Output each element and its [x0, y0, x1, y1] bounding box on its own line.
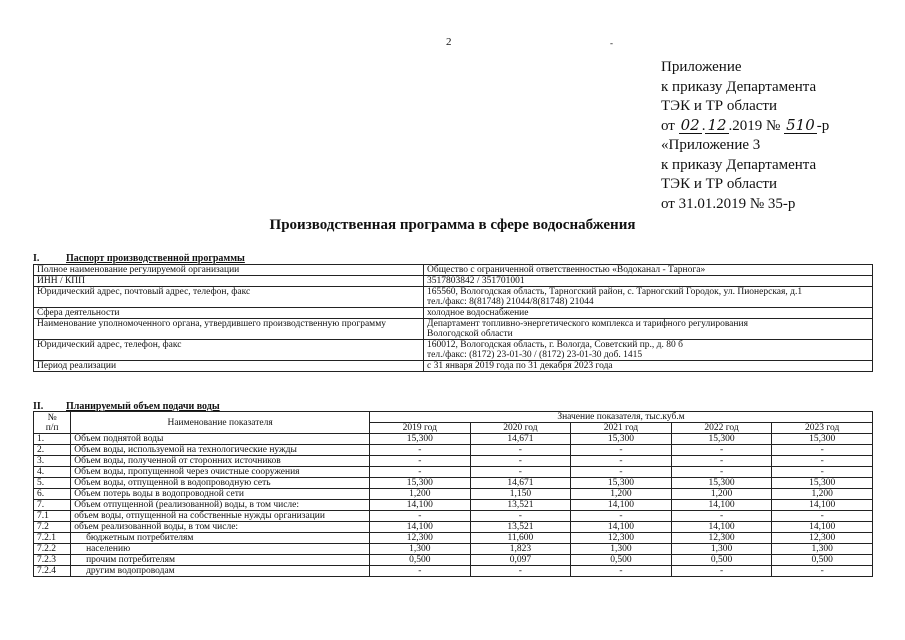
section-label: Паспорт производственной программы: [66, 253, 245, 264]
value-cell: 14,100: [772, 500, 873, 511]
value-cell: 1,300: [671, 544, 772, 555]
passport-value: 3517803842 / 351701001: [424, 276, 873, 287]
value-cell: 1,300: [772, 544, 873, 555]
column-header-name: Наименование показателя: [71, 412, 370, 434]
passport-value: холодное водоснабжение: [424, 308, 873, 319]
section-heading: [33, 253, 245, 264]
order-prefix: от: [661, 117, 675, 134]
value-cell: 14,671: [470, 478, 571, 489]
value-cell: -: [470, 456, 571, 467]
row-number: 1.: [34, 434, 71, 445]
row-number: 5.: [34, 478, 71, 489]
value-cell: 0,500: [772, 555, 873, 566]
table-row: [34, 533, 873, 544]
value-cell: 0,500: [671, 555, 772, 566]
value-cell: 13,521: [470, 500, 571, 511]
passport-key: Период реализации: [34, 361, 424, 372]
value-cell: 0,500: [571, 555, 672, 566]
passport-key: Наименование уполномоченного органа, утвердившего производственную программу: [34, 319, 424, 340]
appendix-line: к приказу Департамента: [661, 156, 817, 173]
column-header-number: № п/п: [34, 412, 71, 434]
value-cell: 14,100: [571, 522, 672, 533]
passport-row: [34, 319, 873, 340]
appendix-order-date: от 02 . 12 .2019 № 510 -р: [661, 115, 830, 134]
row-name: Объем воды, полученной от сторонних источников: [71, 456, 370, 467]
value-cell: -: [571, 467, 672, 478]
value-cell: 12,300: [671, 533, 772, 544]
order-year: .2019 №: [728, 117, 781, 134]
passport-key: Полное наименование регулируемой организации: [34, 265, 424, 276]
row-name: Объем воды, используемой на технологические нужды: [71, 445, 370, 456]
row-number: 7.2.2: [34, 544, 71, 555]
page-number: 2: [446, 36, 452, 48]
value-cell: 15,300: [369, 434, 470, 445]
row-name: Объем потерь воды в водопроводной сети: [71, 489, 370, 500]
passport-row: [34, 276, 873, 287]
row-name: Объем воды, отпущенной в водопроводную сеть: [71, 478, 370, 489]
row-number: 7.1: [34, 511, 71, 522]
value-cell: 12,300: [369, 533, 470, 544]
volume-table: [33, 411, 873, 577]
appendix-line: от 31.01.2019 № 35-р: [661, 195, 796, 212]
passport-row: [34, 340, 873, 361]
passport-row: [34, 265, 873, 276]
value-cell: -: [470, 511, 571, 522]
value-cell: -: [671, 566, 772, 577]
corner-mark: -: [610, 38, 613, 48]
value-cell: 1,300: [369, 544, 470, 555]
row-name: Объем поднятой воды: [71, 434, 370, 445]
value-cell: 14,671: [470, 434, 571, 445]
table-row: [34, 544, 873, 555]
value-cell: 0,500: [369, 555, 470, 566]
year-header: 2023 год: [772, 423, 873, 434]
value-cell: 12,300: [571, 533, 672, 544]
appendix-line: к приказу Департамента: [661, 78, 817, 95]
value-cell: 1,300: [571, 544, 672, 555]
row-name: объем реализованной воды, в том числе:: [71, 522, 370, 533]
row-name: населению: [71, 544, 370, 555]
appendix-line: Приложение: [661, 59, 742, 75]
value-cell: -: [671, 456, 772, 467]
value-cell: -: [772, 511, 873, 522]
document-title: Производственная программа в сфере водоснабжения: [269, 217, 636, 233]
value-cell: -: [369, 467, 470, 478]
passport-row: [34, 361, 873, 372]
passport-value: Департамент топливно-энергетического комплекса и тарифного регулирования Вологодской области: [424, 319, 873, 340]
section-number: I.: [33, 253, 40, 264]
row-name: бюджетным потребителям: [71, 533, 370, 544]
value-cell: -: [470, 566, 571, 577]
appendix-line: «Приложение 3: [661, 137, 761, 153]
appendix-line: ТЭК и ТР области: [661, 98, 777, 114]
table-row: [34, 566, 873, 577]
value-cell: -: [369, 566, 470, 577]
value-cell: 1,823: [470, 544, 571, 555]
passport-value: 160012, Вологодская область, г. Вологда, Советский пр., д. 80 б тел./факс: (8172) 23-01-30 / (8172) 23-01-30 доб. 1415: [424, 340, 873, 361]
value-cell: 1,200: [671, 489, 772, 500]
value-cell: 15,300: [671, 478, 772, 489]
value-cell: -: [671, 467, 772, 478]
value-cell: -: [369, 445, 470, 456]
appendix-block: [661, 58, 829, 214]
passport-row: [34, 287, 873, 308]
passport-table: [33, 264, 873, 372]
passport-key: ИНН / КПП: [34, 276, 424, 287]
handwritten-day: 02: [680, 115, 700, 134]
table-row: [34, 511, 873, 522]
value-cell: 14,100: [369, 500, 470, 511]
passport-key: Сфера деятельности: [34, 308, 424, 319]
value-cell: 14,100: [369, 522, 470, 533]
section-label: Планируемый объем подачи воды: [66, 401, 220, 412]
row-number: 2.: [34, 445, 71, 456]
value-cell: -: [772, 566, 873, 577]
passport-value: 165560, Вологодская область, Тарногский район, с. Тарногский Городок, ул. Пионерская, д.1 тел./факс: 8(81748) 21044/8(81748) 21044: [424, 287, 873, 308]
row-name: прочим потребителям: [71, 555, 370, 566]
value-cell: -: [571, 445, 672, 456]
table-row: [34, 434, 873, 445]
row-name: Объем воды, пропущенной через очистные сооружения: [71, 467, 370, 478]
passport-value: с 31 января 2019 года по 31 декабря 2023 года: [424, 361, 873, 372]
row-name: объем воды, отпущенной на собственные нужды организации: [71, 511, 370, 522]
value-cell: 1,200: [369, 489, 470, 500]
value-cell: 15,300: [772, 434, 873, 445]
order-suffix: -р: [816, 117, 830, 134]
row-number: 3.: [34, 456, 71, 467]
section-number: II.: [33, 401, 44, 412]
value-cell: 1,200: [571, 489, 672, 500]
value-cell: 14,100: [671, 522, 772, 533]
row-number: 6.: [34, 489, 71, 500]
table-row: [34, 456, 873, 467]
column-header-value: Значение показателя, тыс.куб.м: [369, 412, 872, 423]
value-cell: -: [571, 511, 672, 522]
value-cell: 15,300: [772, 478, 873, 489]
passport-row: [34, 308, 873, 319]
value-cell: 14,100: [772, 522, 873, 533]
passport-key: Юридический адрес, телефон, факс: [34, 340, 424, 361]
row-number: 7.2.3: [34, 555, 71, 566]
value-cell: 12,300: [772, 533, 873, 544]
value-cell: -: [369, 511, 470, 522]
row-number: 7.2: [34, 522, 71, 533]
passport-value: Общество с ограниченной ответственностью «Водоканал - Тарнога»: [424, 265, 873, 276]
handwritten-month: 12: [707, 115, 727, 134]
table-row: [34, 467, 873, 478]
value-cell: -: [571, 566, 672, 577]
value-cell: 1,150: [470, 489, 571, 500]
value-cell: 0,097: [470, 555, 571, 566]
row-name: Объем отпущенной (реализованной) воды, в том числе:: [71, 500, 370, 511]
year-header: 2021 год: [571, 423, 672, 434]
table-row: [34, 489, 873, 500]
table-row: [34, 555, 873, 566]
handwritten-number: 510: [786, 115, 815, 134]
year-header: 2019 год: [369, 423, 470, 434]
row-name: другим водопроводам: [71, 566, 370, 577]
value-cell: 14,100: [671, 500, 772, 511]
value-cell: -: [671, 511, 772, 522]
value-cell: -: [470, 445, 571, 456]
year-header: 2020 год: [470, 423, 571, 434]
value-cell: -: [772, 445, 873, 456]
value-cell: 1,200: [772, 489, 873, 500]
row-number: 7.2.4: [34, 566, 71, 577]
value-cell: -: [772, 467, 873, 478]
row-number: 4.: [34, 467, 71, 478]
table-row: [34, 522, 873, 533]
passport-key: Юридический адрес, почтовый адрес, телефон, факс: [34, 287, 424, 308]
value-cell: 15,300: [671, 434, 772, 445]
row-number: 7.: [34, 500, 71, 511]
value-cell: 15,300: [369, 478, 470, 489]
value-cell: 11,600: [470, 533, 571, 544]
value-cell: -: [470, 467, 571, 478]
table-row: [34, 445, 873, 456]
value-cell: 15,300: [571, 478, 672, 489]
value-cell: -: [772, 456, 873, 467]
table-row: [34, 500, 873, 511]
table-row: [34, 478, 873, 489]
value-cell: -: [369, 456, 470, 467]
value-cell: -: [571, 456, 672, 467]
appendix-line: ТЭК и ТР области: [661, 176, 777, 192]
value-cell: -: [671, 445, 772, 456]
value-cell: 13,521: [470, 522, 571, 533]
value-cell: 14,100: [571, 500, 672, 511]
year-header: 2022 год: [671, 423, 772, 434]
row-number: 7.2.1: [34, 533, 71, 544]
value-cell: 15,300: [571, 434, 672, 445]
